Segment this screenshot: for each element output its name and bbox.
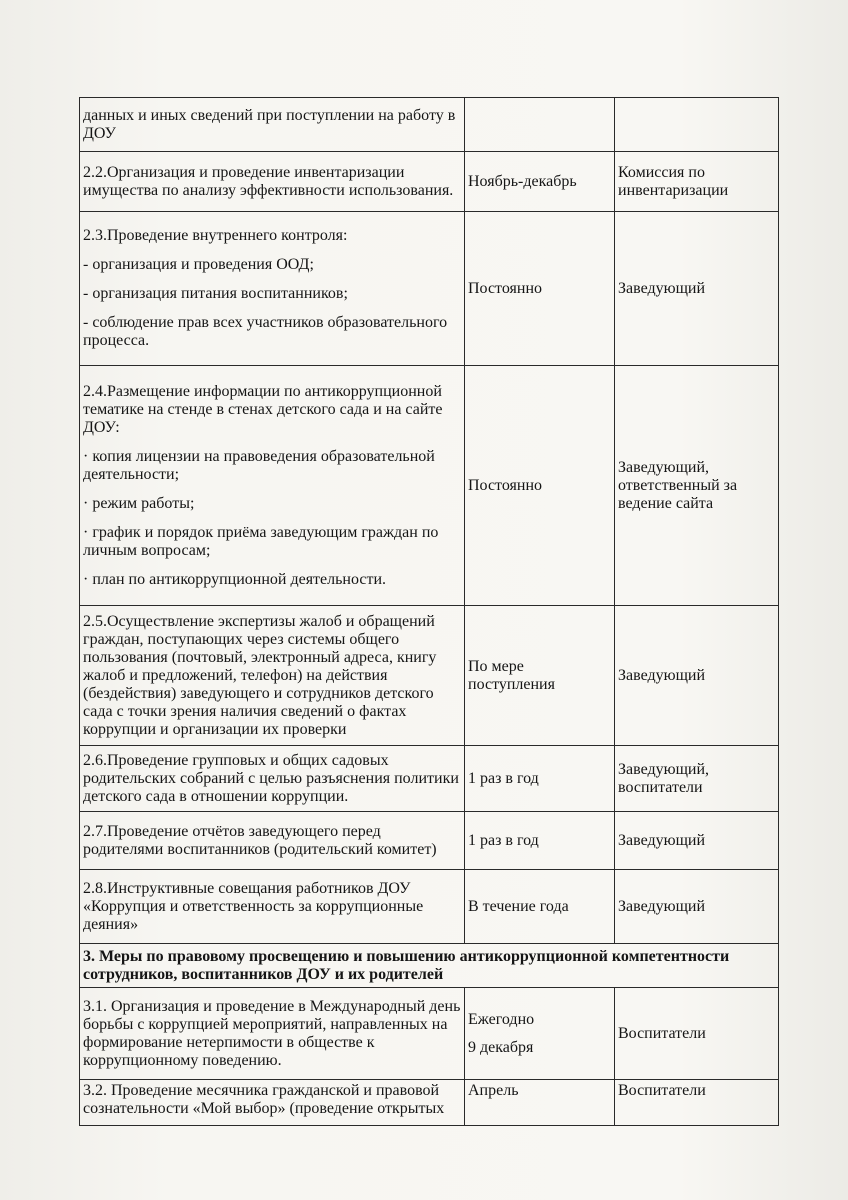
task-text: 2.5.Осуществление экспертизы жалоб и обращений граждан, поступающих через системы общего пользования (почтовый, электронный адреса, книгу жалоб и предложений, телефон) на действия (бездействия) заведующего и сотрудников детского сада с точки зрения наличия сведений о фактах коррупции и организации их проверки bbox=[83, 612, 437, 738]
task-text: 2.3.Проведение внутреннего контроля: bbox=[83, 227, 348, 244]
task-cell bbox=[80, 366, 465, 606]
period-cell bbox=[465, 988, 615, 1080]
responsible-cell: Заведующий bbox=[615, 812, 779, 870]
table-row bbox=[80, 870, 779, 944]
responsible-cell bbox=[615, 98, 779, 152]
task-text: · график и порядок приёма заведующим граждан по личным вопросам; bbox=[83, 523, 439, 559]
period-cell: 1 раз в год bbox=[465, 746, 615, 812]
table-row bbox=[80, 212, 779, 366]
responsible-cell: Воспитатели bbox=[615, 988, 779, 1080]
task-cell bbox=[80, 152, 465, 212]
task-text: 2.6.Проведение групповых и общих садовых родительских собраний с целью разъяснения политики детского сада в отношении коррупции. bbox=[83, 751, 459, 805]
responsible-cell: Воспитатели bbox=[615, 1080, 779, 1126]
period-text: 9 декабря bbox=[468, 1038, 534, 1056]
period-cell bbox=[465, 98, 615, 152]
task-cell bbox=[80, 812, 465, 870]
task-cell bbox=[80, 212, 465, 366]
period-text: Ежегодно bbox=[468, 1010, 535, 1028]
task-cell: 3.1. Организация и проведение в Международный день борьбы с коррупцией мероприятий, направленных на формирование нетерпимости в обществе к коррупционному поведению. bbox=[80, 988, 465, 1080]
period-cell: Ноябрь-декабрь bbox=[465, 152, 615, 212]
period-cell: 1 раз в год bbox=[465, 812, 615, 870]
table-row bbox=[80, 606, 779, 746]
table-row bbox=[80, 366, 779, 606]
period-cell: Апрель bbox=[465, 1080, 615, 1126]
task-cell bbox=[80, 606, 465, 746]
table-row bbox=[80, 812, 779, 870]
table-row bbox=[80, 746, 779, 812]
table-row bbox=[80, 98, 779, 152]
responsible-cell: Заведующий, ответственный за ведение сайта bbox=[615, 366, 779, 606]
task-text: · режим работы; bbox=[83, 494, 195, 512]
responsible-cell: Заведующий, воспитатели bbox=[615, 746, 779, 812]
table-row bbox=[80, 1080, 779, 1126]
responsible-cell: Заведующий bbox=[615, 870, 779, 944]
task-cell: 3.2. Проведение месячника гражданской и правовой сознательности «Мой выбор» (проведение открытых bbox=[80, 1080, 465, 1126]
task-text: 2.7.Проведение отчётов заведующего перед родителями воспитанников (родительский комитет) bbox=[83, 822, 437, 858]
section-heading: 3. Меры по правовому просвещению и повышению антикоррупционной компетентности сотрудников, воспитанников ДОУ и их родителей bbox=[80, 944, 779, 988]
task-text: - организация питания воспитанников; bbox=[83, 285, 348, 302]
task-text: 2.2.Организация и проведение инвентаризации имущества по анализу эффективности использования. bbox=[83, 163, 454, 199]
period-cell: По мере поступления bbox=[465, 606, 615, 746]
task-cell bbox=[80, 98, 465, 152]
section-heading-row bbox=[80, 944, 779, 988]
task-text: - организация и проведения ООД; bbox=[83, 256, 314, 273]
task-text: 2.4.Размещение информации по антикоррупционной тематике на стенде в стенах детского сада и на сайте ДОУ: bbox=[83, 382, 443, 436]
anticorruption-plan-table bbox=[79, 97, 779, 1126]
table-row bbox=[80, 988, 779, 1080]
task-text: · копия лицензии на правоведения образовательной деятельности; bbox=[83, 447, 435, 483]
table-row bbox=[80, 152, 779, 212]
task-cell bbox=[80, 870, 465, 944]
responsible-cell: Заведующий bbox=[615, 212, 779, 366]
period-cell: Постоянно bbox=[465, 212, 615, 366]
task-cell bbox=[80, 746, 465, 812]
responsible-cell: Заведующий bbox=[615, 606, 779, 746]
task-text: · план по антикоррупционной деятельности. bbox=[83, 570, 387, 588]
period-cell: Постоянно bbox=[465, 366, 615, 606]
task-text: 2.8.Инструктивные совещания работников ДОУ «Коррупция и ответственность за коррупционные деяния» bbox=[83, 879, 424, 933]
responsible-cell: Комиссия по инвентаризации bbox=[615, 152, 779, 212]
task-text: - соблюдение прав всех участников образовательного процесса. bbox=[83, 314, 448, 349]
task-text: данных и иных сведений при поступлении на работу в ДОУ bbox=[83, 106, 456, 142]
period-cell: В течение года bbox=[465, 870, 615, 944]
